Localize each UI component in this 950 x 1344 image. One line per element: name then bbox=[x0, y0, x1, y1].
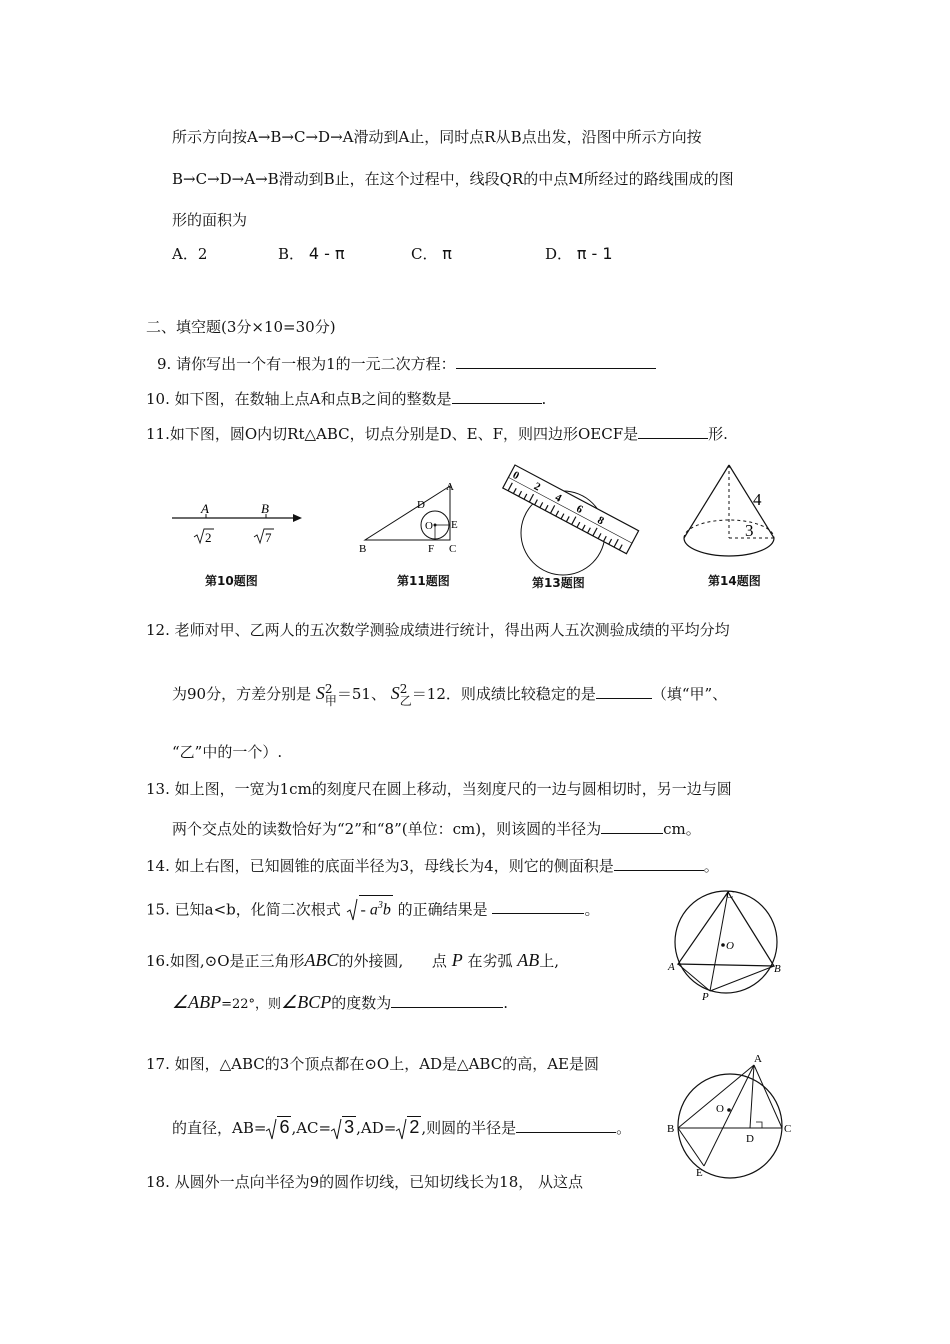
vertex-b-label: B bbox=[774, 963, 781, 975]
point-b-label: B bbox=[261, 501, 269, 516]
figure-14-caption: 第14题图 bbox=[708, 574, 761, 588]
q8-line1: 所示方向按A→B→C→D→A滑动到A止，同时点R从B点出发，沿图中所示方向按 bbox=[172, 128, 702, 146]
question-9: 9. 请你写出一个有一根为1的一元二次方程： bbox=[157, 354, 656, 374]
question-16-line1: 16.如图,⊙O是正三角形ABC的外接圆, 点 P 在劣弧 AB上, bbox=[146, 950, 560, 970]
question-15: 15. 已知a<b，化简二次根式 - $a^3b$ 的正确结果是 。 bbox=[146, 895, 599, 922]
question-12-line3: “乙”中的一个）. bbox=[172, 743, 283, 761]
question-16-line2: ∠ABP=22°，则∠BCP的度数为 . bbox=[172, 992, 508, 1012]
question-17-line1: 17. 如图，△ABC的3个顶点都在⊙O上，AD是△ABC的高，AE是圆 bbox=[146, 1055, 599, 1073]
center-o-label: O bbox=[716, 1103, 724, 1115]
question-14: 14. 如上右图，已知圆锥的底面半径为3，母线长为4，则它的侧面积是 。 bbox=[146, 857, 719, 875]
point-e-label: E bbox=[696, 1167, 703, 1179]
section-title: 二、填空题(3分×10=30分) bbox=[146, 318, 336, 336]
q8-line2: B→C→D→A→B滑动到B止，在这个过程中，线段QR的中点M所经过的路线围成的图 bbox=[172, 170, 734, 188]
answer-blank bbox=[492, 899, 584, 914]
figure-10-number-line bbox=[170, 500, 315, 550]
sqrt-2-value: 2 bbox=[205, 530, 212, 545]
q8-option-d: D． π - 1 bbox=[545, 244, 613, 263]
figure-16-circumcircle bbox=[668, 886, 788, 1001]
answer-blank bbox=[601, 819, 663, 834]
center-o-label: O bbox=[425, 520, 433, 532]
radical-sign bbox=[396, 1118, 406, 1140]
vertex-c-label: C bbox=[726, 889, 734, 901]
ruler-tick-0: 0 bbox=[510, 469, 522, 483]
answer-blank bbox=[452, 389, 542, 404]
figure-13-caption: 第13题图 bbox=[532, 576, 585, 590]
figure-11-caption: 第11题图 bbox=[397, 574, 450, 588]
ruler-tick-6: 6 bbox=[574, 502, 585, 517]
figure-17-circle bbox=[668, 1050, 803, 1180]
answer-blank bbox=[456, 354, 656, 369]
point-a-label: A bbox=[201, 501, 209, 516]
center-o-label: O bbox=[726, 940, 734, 952]
vertex-a-label: A bbox=[668, 961, 675, 973]
answer-blank bbox=[638, 424, 708, 439]
question-11: 11.如下图，圆O内切Rt△ABC，切点分别是D、E、F，则四边形OECF是 形. bbox=[146, 425, 728, 443]
question-17-line2: 的直径，AB= 6 ,AC= 3 ,AD= 2 ,则圆的半径是 。 bbox=[172, 1116, 631, 1140]
ruler-tick-2: 2 bbox=[531, 480, 543, 494]
vertex-b-label: B bbox=[359, 543, 367, 555]
radius-label: 3 bbox=[745, 521, 754, 540]
radical-sign bbox=[266, 1118, 276, 1140]
slant-height-label: 4 bbox=[753, 490, 762, 509]
q8-option-c: C． π bbox=[411, 244, 452, 263]
vertex-a-label: A bbox=[446, 481, 454, 493]
figure-10-caption: 第10题图 bbox=[205, 574, 258, 588]
figure-13-ruler-circle bbox=[505, 455, 650, 575]
question-10: 10. 如下图，在数轴上点A和点B之间的整数是 . bbox=[146, 390, 547, 408]
point-e-label: E bbox=[451, 519, 458, 531]
point-d-label: D bbox=[746, 1133, 754, 1145]
vertex-a-label: A bbox=[754, 1053, 762, 1065]
question-18: 18. 从圆外一点向半径为9的圆作切线，已知切线长为18， 从这点 bbox=[146, 1173, 584, 1191]
radical-sign bbox=[346, 898, 358, 922]
vertex-b-label: B bbox=[667, 1123, 675, 1135]
point-p-label: P bbox=[702, 991, 709, 1003]
point-d-label: D bbox=[417, 499, 425, 511]
question-12-line2: 为90分，方差分别是 S 2 甲 ＝51、 S 2 乙 ＝12．则成绩比较稳定的是 （填“甲”、 bbox=[172, 682, 728, 708]
question-13-line1: 13. 如上图，一宽为1cm的刻度尺在圆上移动，当刻度尺的一边与圆相切时，另一边与圆 bbox=[146, 780, 732, 798]
vertex-c-label: C bbox=[449, 543, 457, 555]
figure-11-incircle bbox=[355, 478, 475, 558]
answer-blank bbox=[391, 993, 503, 1008]
ruler-tick-4: 4 bbox=[552, 491, 564, 505]
question-13-line2: 两个交点处的读数恰好为“2”和“8”(单位：cm)，则该圆的半径为 cm。 bbox=[172, 820, 701, 838]
question-12-line1: 12. 老师对甲、乙两人的五次数学测验成绩进行统计，得出两人五次测验成绩的平均分均 bbox=[146, 621, 730, 639]
point-f-label: F bbox=[428, 543, 435, 555]
answer-blank bbox=[614, 856, 704, 871]
answer-blank bbox=[516, 1118, 616, 1133]
q8-line3: 形的面积为 bbox=[172, 211, 248, 229]
ruler-tick-8: 8 bbox=[595, 514, 606, 528]
figure-14-cone bbox=[675, 460, 785, 570]
q8-option-a: A．2 bbox=[172, 245, 208, 263]
answer-blank bbox=[596, 684, 652, 699]
sqrt-7-value: 7 bbox=[265, 530, 272, 545]
radical-sign bbox=[331, 1118, 341, 1140]
vertex-c-label: C bbox=[784, 1123, 792, 1135]
q8-option-b: B． 4 - π bbox=[278, 244, 345, 263]
